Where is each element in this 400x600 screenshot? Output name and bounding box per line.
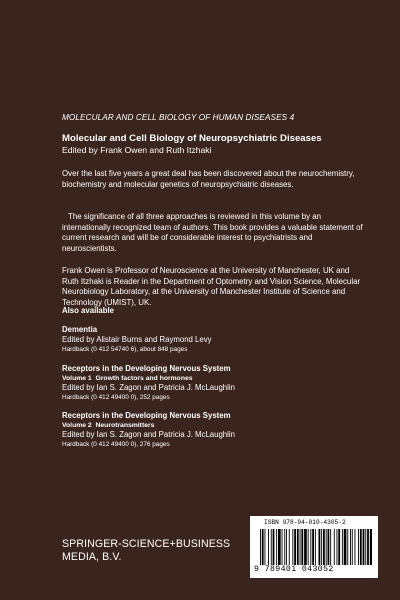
entry-title: Receptors in the Developing Nervous System bbox=[62, 411, 231, 420]
entry-publication: Hardback (0 412 54740 6), about 848 pages bbox=[62, 346, 188, 353]
list-item bbox=[62, 411, 372, 449]
series-title: MOLECULAR AND CELL BIOLOGY OF HUMAN DISEASES 4 bbox=[62, 113, 295, 122]
list-item bbox=[62, 364, 372, 402]
entry-editors: Edited by Alistair Burns and Raymond Levy bbox=[62, 335, 212, 344]
barcode-icon bbox=[260, 529, 372, 565]
entry-publication: Hardback (0 412 49400 0), 252 pages bbox=[62, 394, 170, 401]
entry-title: Receptors in the Developing Nervous System bbox=[62, 364, 231, 373]
entry-title: Dementia bbox=[62, 325, 98, 334]
book-editors: Edited by Frank Owen and Ruth Itzhaki bbox=[62, 145, 212, 155]
description-paragraph-2: The significance of all three approaches is reviewed in this volume by an internationally recognized team of authors. This book provides a valuable statement of current research and will be of considerable interest to psychiatrists and neuroscientists. bbox=[62, 212, 363, 253]
description-paragraph-1: Over the last five years a great deal has been discovered about the neurochemistry, biochemistry and molecular genetics of neuropsychiatric diseases. bbox=[62, 169, 355, 189]
isbn-label: ISBN 978-94-010-4305-2 bbox=[264, 519, 346, 526]
also-available-heading: Also available bbox=[62, 306, 115, 315]
publisher-name: SPRINGER-SCIENCE+BUSINESS MEDIA, B.V. bbox=[62, 538, 231, 563]
entry-volume: Volume 1 Growth factors and hormones bbox=[62, 375, 193, 382]
author-bio: Frank Owen is Professor of Neuroscience at the University of Manchester, UK and Ruth Itzhaki is Reader in the Department of Optometry and Vision Science, Molecular Neurobiology Laboratory, at the University of Manchester Institute of Science and Technology (UMIST), UK. bbox=[62, 266, 361, 307]
barcode-digits: 9 789401 043052 bbox=[254, 565, 334, 574]
title-block bbox=[62, 133, 382, 156]
entry-editors: Edited by Ian S. Zagon and Patricia J. McLaughlin bbox=[62, 430, 235, 439]
isbn-barcode-box bbox=[250, 516, 378, 578]
entry-editors: Edited by Ian S. Zagon and Patricia J. McLaughlin bbox=[62, 383, 235, 392]
entry-volume: Volume 2 Neurotransmitters bbox=[62, 422, 155, 429]
list-item bbox=[62, 325, 372, 354]
book-title: Molecular and Cell Biology of Neuropsychiatric Diseases bbox=[62, 133, 322, 144]
entry-publication: Hardback (0 412 49400 0), 276 pages bbox=[62, 441, 170, 448]
